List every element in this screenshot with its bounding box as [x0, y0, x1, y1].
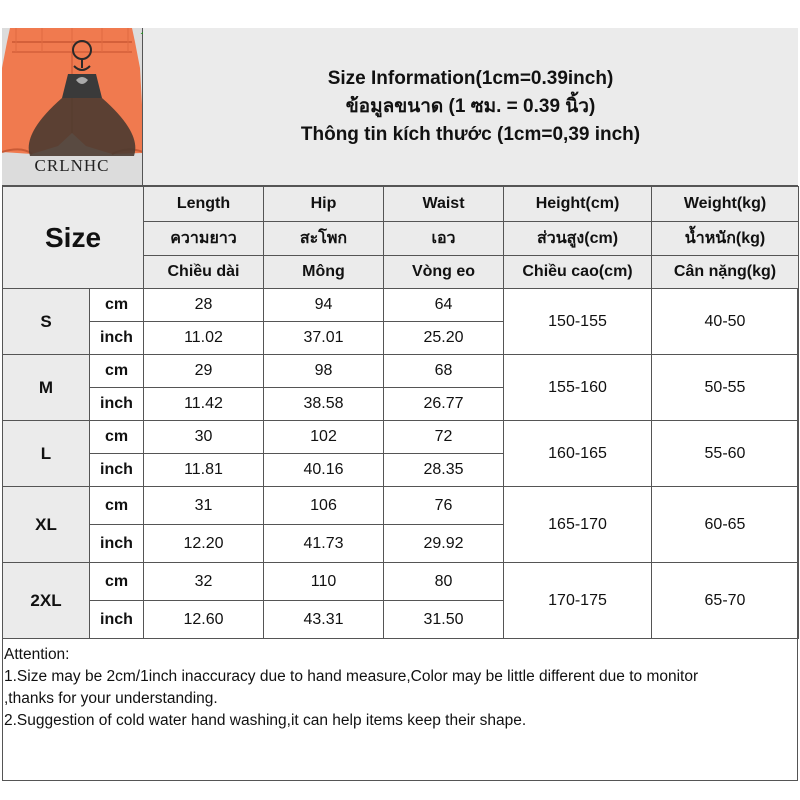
hip-inch: 37.01: [264, 322, 384, 355]
hip-inch: 41.73: [264, 525, 384, 563]
height-range: 160-165: [504, 421, 652, 487]
hip-cm: 98: [264, 355, 384, 388]
col-height-th: ส่วนสูง(cm): [504, 222, 652, 256]
waist-inch: 28.35: [384, 454, 504, 487]
col-waist-th: เอว: [384, 222, 504, 256]
attention-line-2: ,thanks for your understanding.: [4, 690, 218, 707]
col-weight-vi: Cân nặng(kg): [652, 256, 799, 289]
hip-cm: 94: [264, 289, 384, 322]
col-weight-th: น้ำหนัก(kg): [652, 222, 799, 256]
unit-cm: cm: [90, 487, 144, 525]
length-inch: 11.42: [144, 388, 264, 421]
waist-inch: 26.77: [384, 388, 504, 421]
col-waist-en: Waist: [384, 187, 504, 222]
col-hip-vi: Mông: [264, 256, 384, 289]
length-cm: 30: [144, 421, 264, 454]
length-cm: 28: [144, 289, 264, 322]
col-length-vi: Chiều dài: [144, 256, 264, 289]
unit-inch: inch: [90, 454, 144, 487]
height-range: 170-175: [504, 563, 652, 639]
waist-cm: 64: [384, 289, 504, 322]
weight-range: 55-60: [652, 421, 799, 487]
attention-notes: [4, 644, 794, 732]
weight-range: 65-70: [652, 563, 799, 639]
attention-heading: Attention:: [4, 646, 70, 663]
title-vietnamese: Thông tin kích thước (1cm=0,39 inch): [300, 123, 641, 145]
height-range: 150-155: [504, 289, 652, 355]
attention-line-3: 2.Suggestion of cold water hand washing,it can help items keep their shape.: [4, 712, 527, 729]
waist-inch: 31.50: [384, 601, 504, 639]
height-range: 155-160: [504, 355, 652, 421]
table-row: [3, 563, 799, 601]
title-thai: ข้อมูลขนาด (1 ซม. = 0.39 นิ้ว): [345, 95, 596, 117]
table-row: [3, 289, 799, 322]
table-row: [3, 487, 799, 525]
unit-inch: inch: [90, 525, 144, 563]
waist-cm: 76: [384, 487, 504, 525]
col-length-th: ความยาว: [144, 222, 264, 256]
unit-cm: cm: [90, 421, 144, 454]
col-waist-vi: Vòng eo: [384, 256, 504, 289]
title-english: Size Information(1cm=0.39inch): [327, 67, 614, 89]
attention-line-1: 1.Size may be 2cm/1inch inaccuracy due to hand measure,Color may be little different due to monitor: [4, 668, 699, 685]
col-weight-en: Weight(kg): [652, 187, 799, 222]
size-label: XL: [3, 487, 90, 563]
unit-inch: inch: [90, 388, 144, 421]
size-label: M: [3, 355, 90, 421]
size-table: [2, 186, 799, 639]
waist-inch: 29.92: [384, 525, 504, 563]
col-hip-en: Hip: [264, 187, 384, 222]
length-cm: 31: [144, 487, 264, 525]
weight-range: 50-55: [652, 355, 799, 421]
size-label: S: [3, 289, 90, 355]
length-inch: 11.02: [144, 322, 264, 355]
unit-inch: inch: [90, 601, 144, 639]
hip-cm: 102: [264, 421, 384, 454]
weight-range: 40-50: [652, 289, 799, 355]
unit-inch: inch: [90, 322, 144, 355]
unit-cm: cm: [90, 289, 144, 322]
length-inch: 11.81: [144, 454, 264, 487]
weight-range: 60-65: [652, 487, 799, 563]
length-cm: 32: [144, 563, 264, 601]
unit-cm: cm: [90, 563, 144, 601]
hip-inch: 43.31: [264, 601, 384, 639]
col-height-vi: Chiều cao(cm): [504, 256, 652, 289]
unit-cm: cm: [90, 355, 144, 388]
length-inch: 12.20: [144, 525, 264, 563]
waist-inch: 25.20: [384, 322, 504, 355]
size-label: L: [3, 421, 90, 487]
size-label: 2XL: [3, 563, 90, 639]
hip-inch: 38.58: [264, 388, 384, 421]
hip-cm: 110: [264, 563, 384, 601]
length-inch: 12.60: [144, 601, 264, 639]
waist-cm: 72: [384, 421, 504, 454]
size-header: Size: [3, 187, 144, 289]
waist-cm: 80: [384, 563, 504, 601]
hip-inch: 40.16: [264, 454, 384, 487]
height-range: 165-170: [504, 487, 652, 563]
brand-name: CRLNHC: [34, 156, 110, 175]
table-row: [3, 421, 799, 454]
col-length-en: Length: [144, 187, 264, 222]
col-hip-th: สะโพก: [264, 222, 384, 256]
title-block: [143, 28, 798, 186]
hip-cm: 106: [264, 487, 384, 525]
product-photo: [2, 28, 143, 186]
length-cm: 29: [144, 355, 264, 388]
table-row: [3, 355, 799, 388]
waist-cm: 68: [384, 355, 504, 388]
col-height-en: Height(cm): [504, 187, 652, 222]
